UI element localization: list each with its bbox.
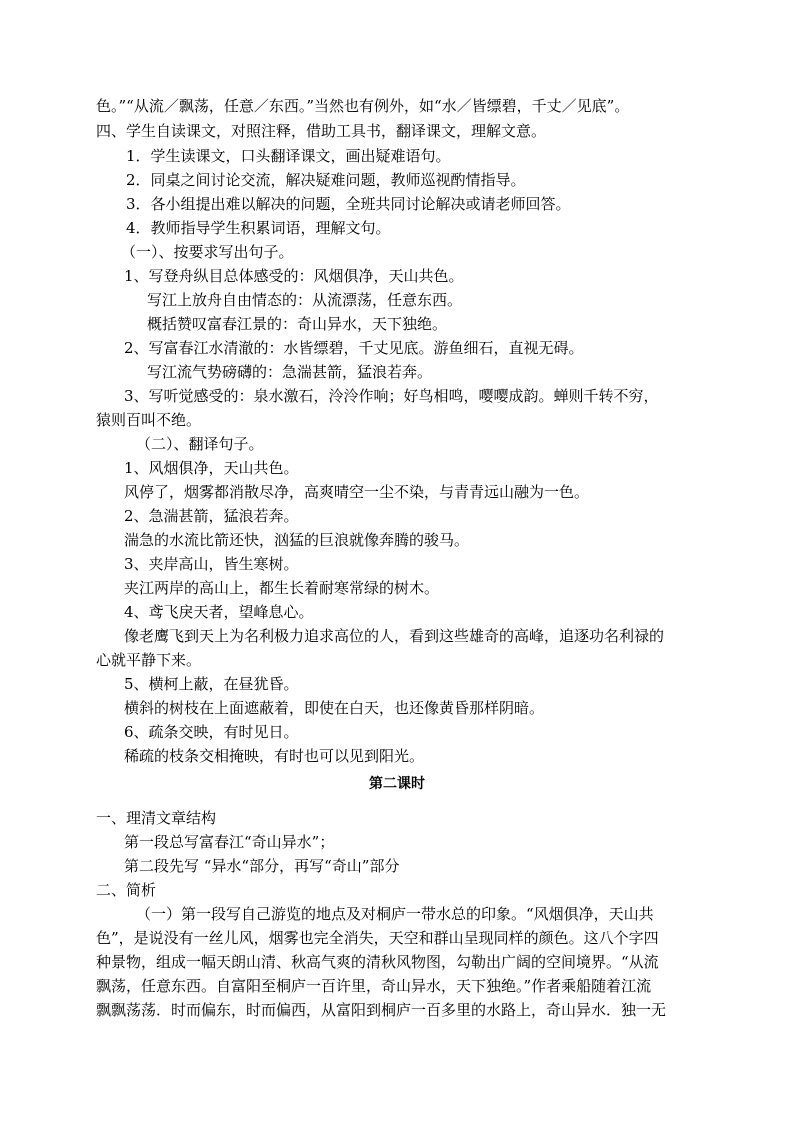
- text-line: 稀疏的枝条交相掩映，有时也可以见到阳光。: [124, 747, 425, 765]
- text-line: 飘荡，任意东西。自富阳至桐庐一百许里，奇山异水，天下独绝。”作者乘船随着江流: [96, 977, 652, 995]
- text-line: 种景物，组成一幅天朗山清、秋高气爽的清秋风物图，勾勒出广阔的空间境界。“从流: [96, 953, 659, 971]
- list-item: 2、急湍甚箭，猛浪若奔。: [124, 507, 299, 525]
- text-line: [96, 314, 447, 334]
- list-item: 3．各小组提出难以解决的问题，全班共同讨论解决或请老师回答。: [126, 195, 571, 213]
- section-heading: 一、理清文章结构: [96, 809, 217, 827]
- subsection-heading: （二）、翻译句子。: [136, 435, 264, 453]
- list-item: 2．同桌之间讨论交流，解决疑难问题，教师巡视酌情指导。: [126, 171, 526, 189]
- text-line-content: 写江流气势磅礴的：急湍甚箭，猛浪若奔。: [147, 363, 433, 381]
- text-line: 第一段总写富春江“奇山异水”；: [124, 833, 335, 851]
- list-item: 1．学生读课文，口头翻译课文，画出疑难语句。: [126, 147, 451, 165]
- text-line: 湍急的水流比箭还快，汹猛的巨浪就像奔腾的骏马。: [124, 531, 470, 549]
- text-line: 风停了，烟雾都消散尽净，高爽晴空一尘不染，与青青远山融为一色。: [124, 483, 590, 501]
- text-line-content: 概括赞叹富春江景的：奇山异水，天下独绝。: [147, 315, 448, 333]
- list-item: 6、疏条交映，有时见日。: [124, 723, 299, 741]
- text-line: 像老鹰飞到天上为名利极力追求高位的人，看到这些雄奇的高峰，追逐功名利禄的: [124, 627, 665, 645]
- text-line: 心就平静下来。: [96, 651, 202, 669]
- list-item: 1、写登舟纵目总体感受的：风烟俱净，天山共色。: [124, 267, 464, 285]
- text-line: 夹江两岸的高山上，都生长着耐寒常绿的树木。: [124, 579, 440, 597]
- list-item: 4．教师指导学生积累词语，理解文句。: [126, 219, 391, 237]
- list-item: 4、鸢飞戾天者，望峰息心。: [124, 603, 314, 621]
- text-line: 猿则百叫不绝。: [96, 411, 202, 429]
- list-item: 3、写听觉感受的：泉水激石，泠泠作响；好鸟相鸣，嘤嘤成韵。蝉则千转不穷，: [124, 387, 659, 405]
- text-line: （一）第一段写自己游览的地点及对桐庐一带水总的印象。“风烟俱净，天山共: [136, 905, 654, 923]
- text-line: [96, 362, 432, 382]
- list-item: 2、写富春江水清澈的：水皆缥碧，千丈见底。游鱼细石，直视无碍。: [124, 339, 584, 357]
- section-title: 第二课时: [369, 776, 425, 792]
- subsection-heading: （一）、按要求写出句子。: [121, 243, 294, 261]
- section-heading: 四、学生自读课文，对照注释，借助工具书，翻译课文，理解文意。: [96, 122, 547, 140]
- text-line: 飘飘荡荡．时而偏东，时而偏西，从富阳到桐庐一百多里的水路上，奇山异水．独一无: [96, 1001, 667, 1019]
- section-heading: 二、简析: [96, 881, 157, 899]
- list-item: 3、夹岸高山，皆生寒树。: [124, 555, 299, 573]
- list-item: 1、风烟俱净，天山共色。: [124, 459, 299, 477]
- text-line-content: 写江上放舟自由情态的：从流漂荡，任意东西。: [147, 291, 463, 309]
- text-line: [96, 290, 462, 310]
- text-line: 第二段先写 “异水“部分，再写“奇山”部分: [124, 857, 400, 875]
- text-line: 色。”“从流／飘荡，任意／东西。”当然也有例外，如“水／皆缥碧，千丈／见底”。: [96, 97, 630, 115]
- text-line: 色”，是说没有一丝儿风，烟雾也完全消失，天空和群山呈现同样的颜色。这八个字四: [96, 929, 659, 947]
- text-line: 横斜的树枝在上面遮蔽着，即使在白天，也还像黄昏那样阴暗。: [124, 699, 545, 717]
- list-item: 5、横柯上蔽，在昼犹昏。: [124, 675, 299, 693]
